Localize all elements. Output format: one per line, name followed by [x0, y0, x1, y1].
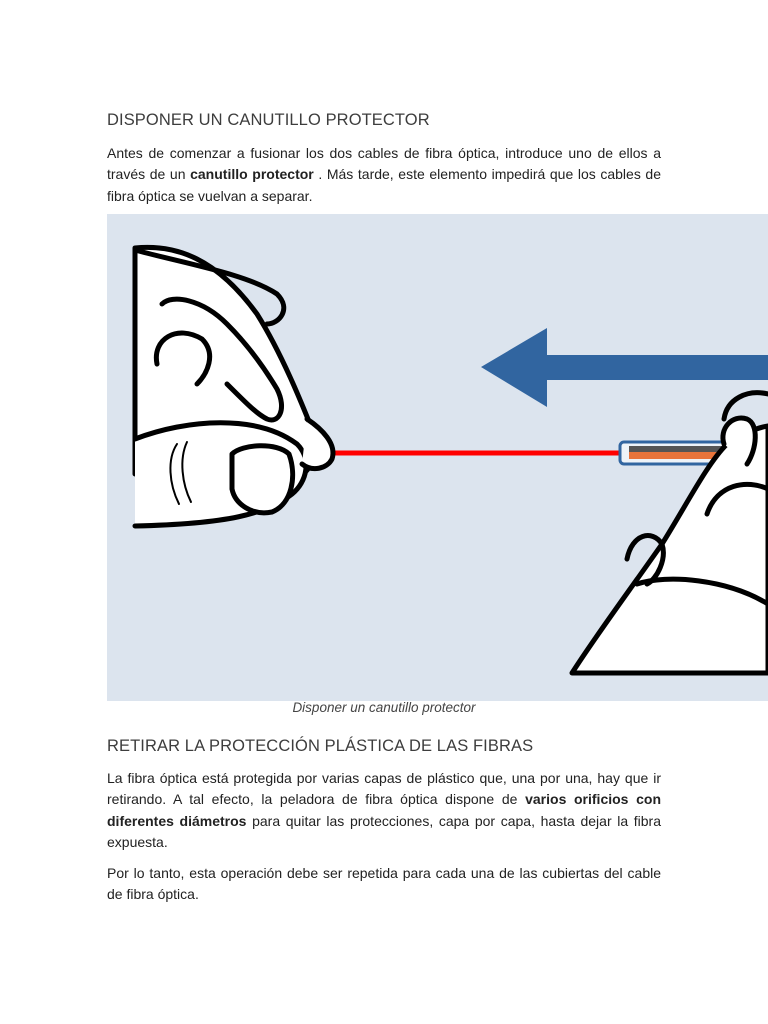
- section-heading-retirar: RETIRAR LA PROTECCIÓN PLÁSTICA DE LAS FIBRAS: [107, 737, 534, 755]
- left-hand-illustration: [135, 247, 333, 526]
- paragraph-protector: [107, 143, 661, 207]
- section-heading-protector: DISPONER UN CANUTILLO PROTECTOR: [107, 111, 430, 129]
- paragraph-retirar-1: [107, 768, 661, 853]
- illustration-figure: [107, 214, 768, 701]
- text-span: Antes de comenzar a fusionar los dos cables de fibra óptica, introduce uno de ellos a través de un: [107, 145, 661, 183]
- direction-arrow-icon: [481, 328, 768, 407]
- bold-term-canutillo: canutillo protector: [190, 166, 314, 183]
- illustration-svg: [107, 214, 768, 701]
- text-span: . Más tarde, este elemento impedirá que los cables de fibra óptica se vuelvan a separar.: [107, 166, 662, 204]
- text-span: La fibra óptica está protegida por varias capas de plástico que, una por una, hay que ir retirando. A tal efecto, la peladora de fibra óptica dispone de: [107, 770, 661, 808]
- text-span: para quitar las protecciones, capa por capa, hasta dejar la fibra expuesta.: [107, 812, 662, 850]
- right-hand-illustration: [572, 393, 768, 673]
- paragraph-retirar-2: Por lo tanto, esta operación debe ser repetida para cada una de las cubiertas del cable de fibra óptica.: [107, 865, 661, 903]
- protector-sleeve: [620, 442, 725, 464]
- figure-caption: Disponer un canutillo protector: [292, 700, 476, 715]
- bold-term-orificios: varios orificios con diferentes diámetros: [107, 791, 662, 829]
